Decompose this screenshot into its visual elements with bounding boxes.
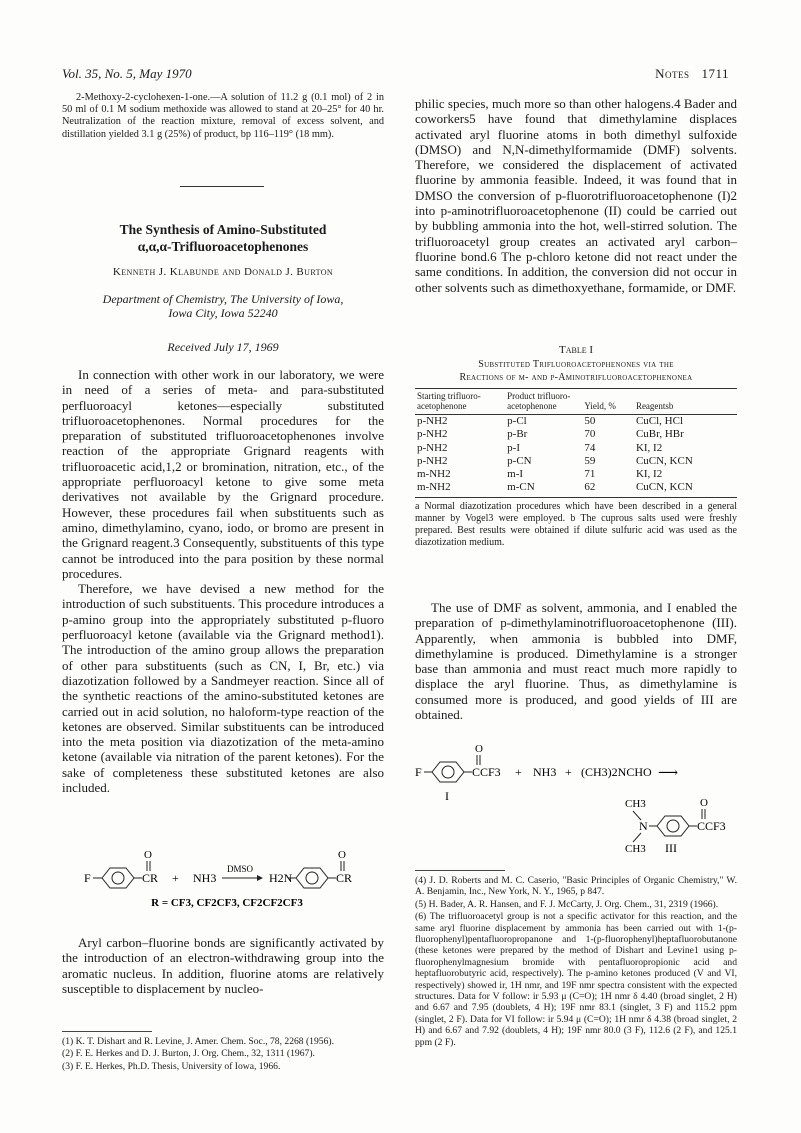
table-header-row [415, 389, 737, 415]
benzene-ring [432, 762, 464, 782]
footnote: (3) F. E. Herkes, Ph.D. Thesis, University of Iowa, 1966. [62, 1060, 281, 1072]
paragraph: philic species, much more so than other halogens.4 Bader and coworkers5 have found that dimethylamine displaces activated aryl fluorine atoms in both dimethyl sulfoxide (DMSO) and N,N-dimethylformamide (DMF) solvents. Therefore, we considered the displacement of activated fluorine by ammonia feasible. Indeed, it was found that in DMSO the conversion of p-fluorotrifluoroacetophenone (I)2 into p-aminotrifluoroacetophenone (II) could be carried out by bubbling ammonia into the hot, well-stirred solution. The trifluoroacetyl group creates an activated aryl carbon–fluorine bond.6 The p-chloro ketone did not react under the same conditions. In addition, the conversion did not occur in other solvents such as dimethoxyethane, formamide, or DMF. [415, 96, 737, 295]
benzene-ring [102, 868, 134, 888]
plus-sign: + [172, 871, 179, 885]
table-number: Table I [558, 344, 594, 356]
table-cell: p-Cl [507, 415, 527, 427]
reaction-arrow: ⟶ [658, 766, 679, 781]
data-table [415, 388, 737, 498]
table-cell: 50 [584, 415, 596, 427]
methyl-bottom: CH3 [625, 843, 646, 854]
article-title-line1: The Synthesis of Amino-Substituted [119, 222, 327, 237]
footnote: (4) J. D. Roberts and M. C. Caserio, "Basic Principles of Organic Chemistry," W. A. Benjamin, Inc., New York, N. Y., 1965, p 847. [415, 875, 737, 898]
table-row [415, 428, 737, 441]
right-column-body [415, 96, 737, 295]
journal-header: Vol. 35, No. 5, May 1970 [62, 66, 192, 81]
carbonyl-oxygen: O [475, 743, 483, 755]
table-cell: 74 [584, 441, 596, 454]
received-date: Received July 17, 1969 [167, 340, 279, 354]
affiliation-line1: Department of Chemistry, The University of Iowa, [102, 292, 344, 306]
lead-item-text: —A solution of 11.2 g (0.1 mol) of 2 in 50 ml of 0.1 M sodium methoxide was allowed to stand at 20–25° for 40 hr. Neutralization of the reaction mixture, removal of excess solvent, and distillation yielded 3.1 g (25%) of product, bp 116–119° (18 mm). [62, 92, 384, 140]
table-cell: 62 [582, 481, 634, 497]
ammonia-reagent: NH3 [193, 871, 217, 885]
aromatic-circle [442, 766, 454, 778]
column-header: Yield, % [582, 389, 634, 415]
paragraph: In connection with other work in our laboratory, we were in need of a series of meta- and para-substituted perfluoroacyl ketones—especially substituted trifluoroacetophenones. Normal procedures for the preparation of substituted trifluoroacetophenones involve reaction of the appropriate Grignard reagents with trifluoroacetic acid,1,2 or bromination, nitration, etc., of the appropriate perfluoroacyl ketone to give some meta derivatives not available by the Grignard procedure. However, these procedures fail when substituents such as amino, dimethylamino, cyano, iodo, or bromo are present in the Grignard reagent.3 Consequently, substituents of this type cannot be introduced into the para position by these normal procedures. [62, 367, 384, 581]
table-cell: p-NH2 [417, 415, 448, 427]
benzene-ring [657, 816, 689, 836]
footnote: (6) The trifluoroacetyl group is not a specific activator for this reaction, and the same aryl fluorine displacement by ammonia has been carried out with 1-(p-fluorophenyl)pentafluoropropanone and 1-(p-fluorophenyl)heptafluorobutanone (these ketones were prepared by the method of Dishart and Levine1 using p-fluorophenylmagnesium bromide with pentafluoropropionic acid and heptafluorobutyric acid, respectively). The p-amino ketones produced (V and VI, respectively) showed ir, 1H nmr, and 19F nmr spectra consistent with the expected structures. Data for V follow: ir 5.93 μ (C=O); 1H nmr δ 4.40 (broad singlet, 2 H) and 6.67 and 7.95 (doublets, 4 H); 19F nmr 83.1 (singlet, 3 F) and 115.2 ppm (singlet, 2 F). Data for VI follow: ir 5.94 μ (C=O); 1H nmr δ 4.38 (broad singlet, 2 H) and 6.67 and 7.92 (doublets, 4 H); 19F nmr 80.0 (3 F), 112.6 (2 F), and 125.1 ppm (2 F). [415, 911, 737, 1048]
table-cell: m-CN [505, 481, 582, 497]
table-cell: 70 [584, 428, 596, 441]
previous-article-ending [62, 92, 384, 141]
table-cell: p-NH2 [417, 428, 448, 441]
aromatic-circle [667, 820, 679, 832]
table-row [415, 455, 737, 468]
paragraph: The use of DMF as solvent, ammonia, and I enabled the preparation of p-dimethylaminotrifluoroacetophenone (III). Apparently, when ammonia is bubbled into DMF, dimethylamine is produced. Dimethylamine is a stronger base than ammonia and must react much more rapidly to displace the aryl fluorine. Thus, as dimethylamine is consumed more is produced, and good yields of III are obtained. [415, 600, 737, 723]
trifluoroacetyl-group: CCF3 [472, 765, 501, 779]
column-header: Starting trifluoro-acetophenone [415, 389, 505, 415]
affiliation-line2: Iowa City, Iowa 52240 [168, 306, 278, 320]
table-cell: p-I [507, 441, 520, 454]
solvent-label: DMSO [227, 864, 254, 874]
r-group-definition: R = CF3, CF2CF3, CF2CF2CF3 [151, 897, 303, 909]
methyl-top: CH3 [625, 798, 646, 810]
ammonia-reagent: NH3 [533, 765, 557, 779]
amine-group: H2N [269, 871, 293, 885]
table-row [415, 415, 737, 429]
page-header [655, 66, 729, 82]
trifluoroacetyl-group: CCF3 [697, 819, 726, 833]
table-row [415, 468, 737, 481]
paragraph: Therefore, we have devised a new method for the introduction of such substituents. This procedure introduces a p-amino group into the appropriately substituted p-fluoro perfluoroacyl ketone (available via the Grignard method1). The introduction of the amino group allows the preparation of other para substituents (such as CN, I, Br, etc.) via diazotization followed by a Sandmeyer reaction. Since all of the synthetic reactions of the amino-substituted ketones are carried out in acid solution, no haloform-type reaction of the ketones are observed. Similar substituents can be introduced into the meta position via diazotization of the meta-amino ketone (available via nitration of the parent ketones). For the sake of completeness these substituted ketones are also included. [62, 581, 384, 796]
table-cell: m-NH2 [415, 481, 505, 497]
footnotes-left [62, 1036, 384, 1073]
benzene-ring [296, 868, 328, 888]
arrow-head [257, 875, 263, 881]
table-cell: p-NH2 [417, 454, 448, 467]
acyl-group: CR [336, 871, 353, 885]
table-cell: CuCN, KCN [634, 481, 737, 497]
footnote-divider [62, 1031, 152, 1032]
table-row [415, 481, 737, 497]
compound-label-iii: III [665, 841, 677, 854]
aromatic-circle [112, 872, 124, 884]
aromatic-circle [306, 872, 318, 884]
plus-sign: + [515, 765, 522, 779]
right-column-body-continued [415, 600, 737, 722]
table-cell: m-NH2 [417, 468, 451, 481]
carbonyl-oxygen: O [700, 797, 708, 809]
reaction-scheme-2 [415, 732, 737, 854]
fluorine-label: F [84, 871, 91, 885]
dmf-reagent: (CH3)2NCHO [581, 765, 652, 779]
table-cell: CuCN, KCN [635, 454, 693, 467]
footnote: (1) K. T. Dishart and R. Levine, J. Amer. Chem. Soc., 78, 2268 (1956). [62, 1036, 334, 1047]
footnote: (2) F. E. Herkes and D. J. Burton, J. Org. Chem., 32, 1311 (1967). [62, 1048, 315, 1060]
nitrogen-atom: N [639, 819, 648, 833]
column-header: Reagentsb [634, 389, 737, 415]
fluorine-label: F [415, 765, 422, 779]
lead-item-title: 2-Methoxy-2-cyclohexen-1-one. [76, 92, 211, 103]
column-header: Product trifluoro-acetophenone [505, 389, 582, 415]
table-cell: KI, I2 [635, 441, 663, 454]
footnote-divider [415, 870, 505, 871]
article-title-line2: α,α,α-Trifluoroacetophenones [137, 239, 309, 254]
carbonyl-oxygen: O [338, 849, 346, 861]
table-cell: m-I [507, 468, 524, 481]
left-column-body-continued [62, 935, 384, 996]
article-authors: Kenneth J. Klabunde and Donald J. Burton [112, 266, 334, 278]
section-divider [180, 186, 264, 187]
left-column-body [62, 367, 384, 795]
table-cell: CuCl, HCl [635, 415, 684, 427]
section-label: Notes [655, 66, 690, 81]
table-cell: 71 [584, 468, 596, 481]
table-cell: KI, I2 [635, 468, 663, 481]
table-cell: CuBr, HBr [635, 428, 684, 441]
table-cell: p-Br [507, 428, 528, 441]
table-cell: 59 [584, 454, 596, 467]
table-row [415, 442, 737, 455]
reaction-scheme-1 [62, 840, 384, 912]
carbonyl-oxygen: O [144, 849, 152, 861]
table-cell: p-CN [507, 454, 532, 467]
footnotes-right [415, 875, 737, 1049]
plus-sign: + [565, 765, 572, 779]
table-footnote: a Normal diazotization procedures which have been described in a general manner by Vogel3 were employed. b The cuprous salts used were freshly prepared. Best results were obtained if dilute sulfuric acid was used as the diazotization medium. [415, 501, 737, 548]
paragraph: Aryl carbon–fluorine bonds are significantly activated by the introduction of an electron-withdrawing group into the aromatic nucleus. In addition, fluorine atoms are relatively susceptible to displacement by nucleo- [62, 935, 384, 996]
table-caption-line2: Reactions of m- and p-Aminotrifluoroacetophenonea [459, 372, 693, 383]
page-number: 1711 [701, 66, 729, 81]
bond [633, 833, 641, 842]
table-caption-line1: Substituted Trifluoroacetophenones via the [478, 359, 674, 370]
table-cell: p-NH2 [417, 441, 448, 454]
footnote: (5) H. Bader, A. R. Hansen, and F. J. McCarty, J. Org. Chem., 31, 2319 (1966). [415, 898, 719, 910]
acyl-group: CR [142, 871, 159, 885]
compound-label-i: I [445, 789, 449, 803]
